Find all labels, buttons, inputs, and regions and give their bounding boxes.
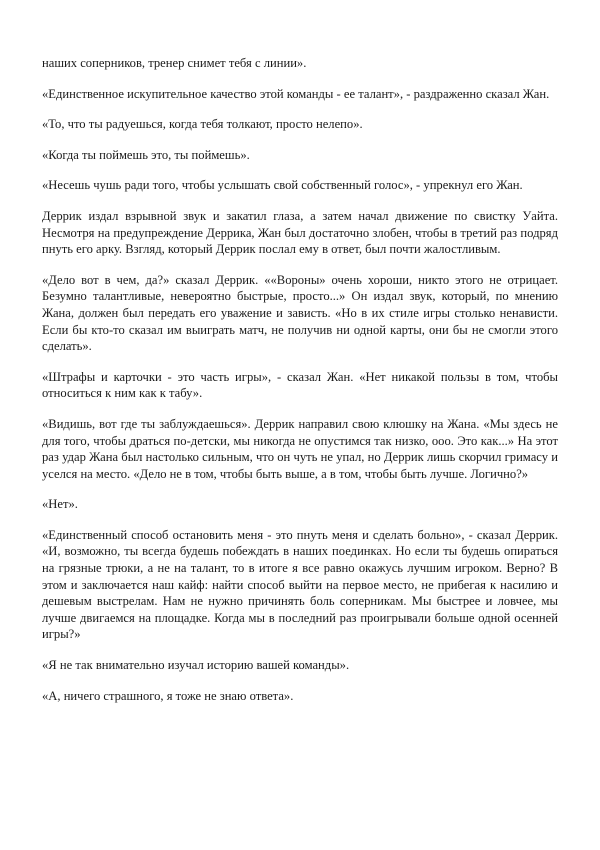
paragraph: «Видишь, вот где ты заблуждаешься». Деррик направил свою клюшку на Жана. «Мы здесь не для того, чтобы драться по-детски, мы никогда не опустимся так низко, ооо. Это как...» На этот раз удар Жана был настолько сильным, что он чуть не упал, но Деррик лишь скорчил гримасу и уселся на место. «Дело не в том, чтобы быть выше, а в том, чтобы быть лучше. Логично?»	[42, 416, 558, 481]
paragraph: «То, что ты радуешься, когда тебя толкают, просто нелепо».	[42, 117, 363, 132]
paragraph: «Штрафы и карточки - это часть игры», - сказал Жан. «Нет никакой пользы в том, чтобы относиться к ним как к табу».	[42, 369, 558, 401]
paragraph: «Когда ты поймешь это, ты поймешь».	[42, 147, 250, 162]
paragraph: «Дело вот в чем, да?» сказал Деррик. ««Вороны» очень хороши, никто этого не отрицает. Безумно талантливые, невероятно быстрые, просто...» Он издал звук, который, по мнению Жана, должен был передать его уважение и зависть. «Но в их стиле игры столько ненависти. Если бы кто-то сказал им выиграть матч, не получив ни одной карты, они бы не смогли этого сделать».	[42, 272, 558, 354]
paragraph: «Единственный способ остановить меня - это пнуть меня и сделать больно», - сказал Деррик. «И, возможно, ты всегда будешь побеждать в наших поединках. Но если ты будешь опираться на грязные трюки, а не на талант, то в итоге я все равно окажусь лучшим игроком. Верно? В этом и заключается наш кайф: найти способ выйти на первое место, не прибегая к насилию и дешевым выстрелам. Нам не нужно причинять боль соперникам. Мы быстрее и ловчее, мы лучше двигаемся на площадке. Когда мы в последний раз проигрывали больше одной осенней игры?»	[42, 527, 558, 642]
paragraph: «А, ничего страшного, я тоже не знаю ответа».	[42, 688, 294, 703]
paragraph: «Единственное искупительное качество этой команды - ее талант», - раздраженно сказал Жан.	[42, 86, 550, 101]
paragraph: наших соперников, тренер снимет тебя с линии».	[42, 56, 307, 70]
document-text-column	[42, 55, 558, 704]
paragraph: «Я не так внимательно изучал историю вашей команды».	[42, 658, 350, 673]
paragraph: Деррик издал взрывной звук и закатил глаза, а затем начал движение по свистку Уайта. Несмотря на предупреждение Деррика, Жан был достаточно злобен, чтобы в третий раз подряд пнуть его арку. Взгляд, который Деррик послал ему в ответ, был почти жалостливым.	[42, 208, 558, 257]
paragraph: «Несешь чушь ради того, чтобы услышать свой собственный голос», - упрекнул его Жан.	[42, 178, 523, 193]
paragraph: «Нет».	[42, 497, 78, 512]
